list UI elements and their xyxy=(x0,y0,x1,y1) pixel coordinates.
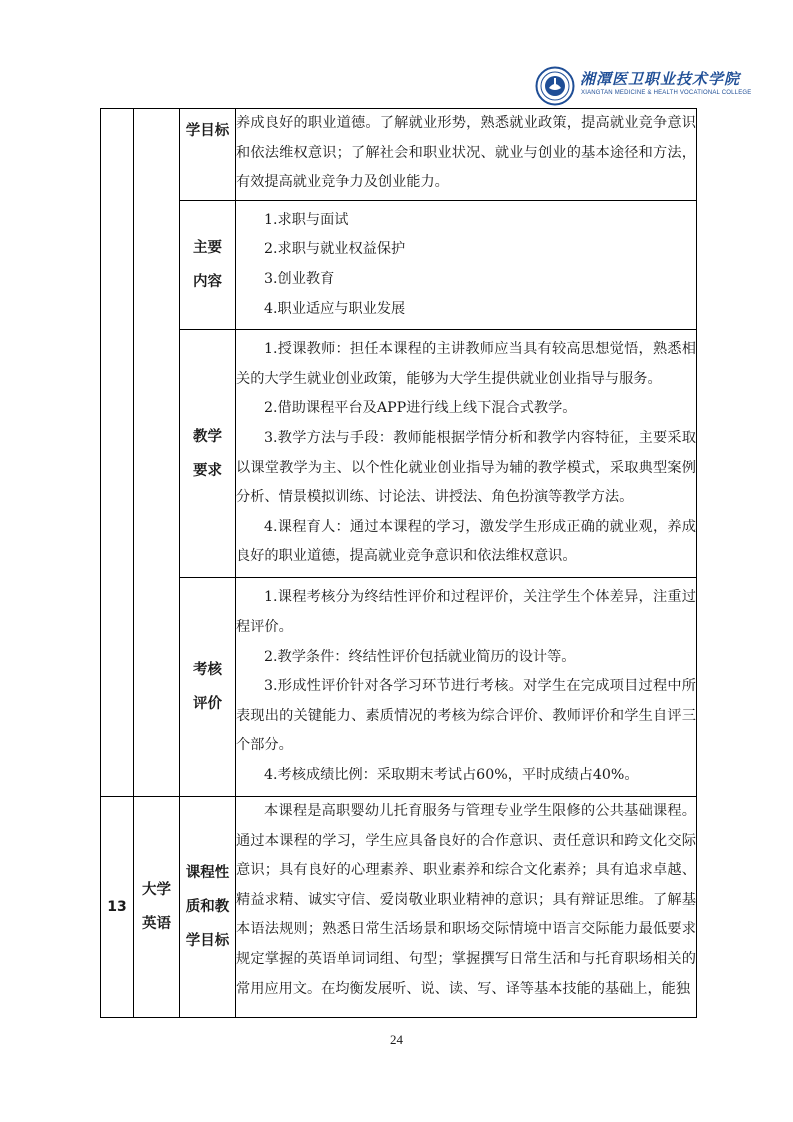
paragraph: 3.形成性评价针对各学习环节进行考核。对学生在完成项目过程中所表现出的关键能力、素质情况的考核为综合评价、教师评价和学生自评三个部分。 xyxy=(236,678,696,754)
paragraph: 1.课程考核分为终结性评价和过程评价，关注学生个体差异，注重过程评价。 xyxy=(236,589,696,636)
college-logo xyxy=(535,66,752,110)
list-item: 2.求职与就业权益保护 xyxy=(264,241,406,258)
paragraph: 4.考核成绩比例：采取期末考试占60%，平时成绩占40%。 xyxy=(264,766,639,783)
course-number: 13 xyxy=(101,797,134,1018)
course-13-content xyxy=(236,797,697,1018)
list-item: 4.职业适应与职业发展 xyxy=(264,300,406,317)
table-row-course-13 xyxy=(101,797,697,1018)
row-label-objectives: 学目标 xyxy=(180,109,236,201)
paragraph: 养成良好的职业道德。了解就业形势，熟悉就业政策，提高就业竞争意识和依法维权意识；了解社会和职业状况、就业与创业的基本途径和方法，有效提高就业竞争力及创业能力。 xyxy=(236,115,696,191)
paragraph: 1.授课教师：担任本课程的主讲教师应当具有较高思想觉悟，熟悉相关的大学生就业创业政策，能够为大学生提供就业创业指导与服务。 xyxy=(236,341,696,387)
assessment-content xyxy=(236,578,697,797)
page-number: 24 xyxy=(390,1032,403,1047)
row-label-nature-objectives: 课程性 质和教 学目标 xyxy=(180,797,236,1018)
table-row-main-content xyxy=(101,201,697,330)
paragraph: 3.教学方法与手段：教师能根据学情分析和教学内容特征，主要采取以课堂教学为主、以个性化就业创业指导为辅的教学模式，采取典型案例分析、情景模拟训练、讨论法、讲授法、角色扮演等教学方法。 xyxy=(236,429,696,506)
paragraph: 2.教学条件：终结性评价包括就业简历的设计等。 xyxy=(264,648,576,665)
list-item: 1.求职与面试 xyxy=(264,211,349,228)
list-item: 3.创业教育 xyxy=(264,271,335,287)
teaching-requirements-content xyxy=(236,330,697,578)
row-label-main-content: 主要 内容 xyxy=(180,201,236,330)
paragraph: 2.借助课程平台及APP进行线上线下混合式教学。 xyxy=(264,400,577,417)
course-name: 大学 英语 xyxy=(134,797,180,1018)
table-row-assessment xyxy=(101,578,697,797)
main-content-list xyxy=(236,201,697,330)
curriculum-table xyxy=(100,108,697,1018)
table-row-teaching-requirements xyxy=(101,330,697,578)
course-name-cell-empty xyxy=(134,109,180,797)
logo-subtitle: XIANGTAN MEDICINE & HEALTH VOCATIONAL COLLEGE xyxy=(581,90,752,96)
number-cell-empty xyxy=(101,109,134,797)
college-emblem-icon xyxy=(535,66,575,106)
row-label-teaching-requirements: 教学 要求 xyxy=(180,330,236,578)
paragraph: 本课程是高职婴幼儿托育服务与管理专业学生限修的公共基础课程。通过本课程的学习，学生应具备良好的合作意识、责任意识和跨文化交际意识；具有良好的心理素养、职业素养和综合文化素养；具有追求卓越、精益求精、诚实守信、爱岗敬业职业精神的意识；具有辩证思维。了解基本语法规则；熟悉日常生活场景和职场交际情境中语言交际能力最低要求规定掌握的英语单词词组、句型；掌握撰写日常生活和与托育职场相关的常用应用文。在均衡发展听、说、读、写、译等基本技能的基础上，能独 xyxy=(236,803,696,997)
table-row-objectives-cont xyxy=(101,109,697,201)
row-label-assessment: 考核 评价 xyxy=(180,578,236,797)
objectives-content xyxy=(236,109,697,201)
logo-title: 湘潭医卫职业技术学院 xyxy=(580,70,741,88)
paragraph: 4.课程育人：通过本课程的学习，激发学生形成正确的就业观，养成良好的职业道德，提高就业竞争意识和依法维权意识。 xyxy=(236,518,696,565)
